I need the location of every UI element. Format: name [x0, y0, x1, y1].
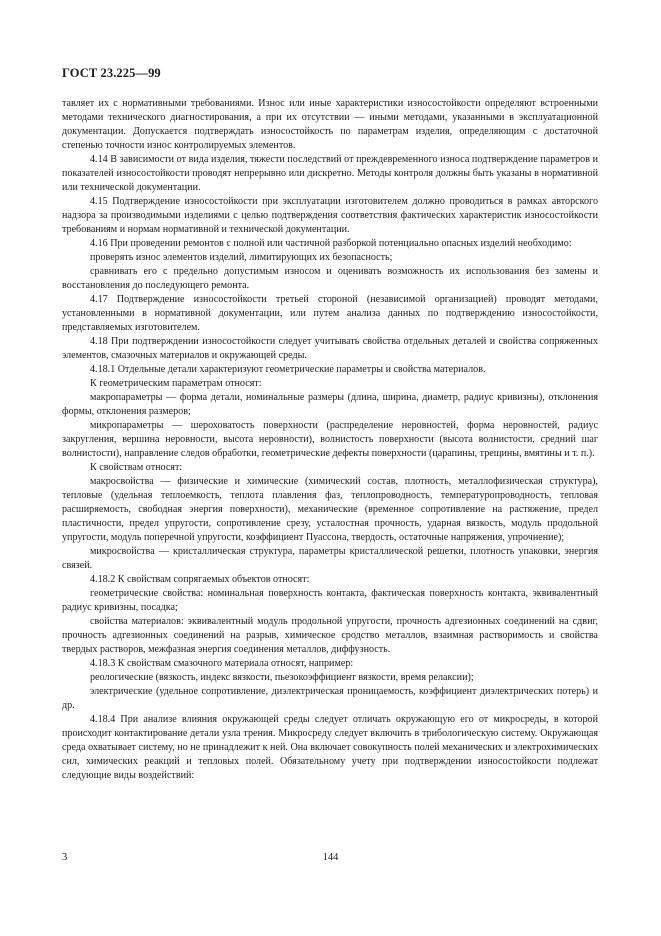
paragraph: 4.16 При проведении ремонтов с полной или частичной разборкой потенциально опасных изделий необходимо:	[90, 238, 572, 249]
paragraph: макросвойства — физические и химические (химический состав, плотность, металлофизическая структура), тепловые (удельная теплоемкость, теплота плавления фаз, теплопроводность, температуропроводность, тепловая расширяемость, свободная энергия поверхности), механические (временное сопротивление на растяжение, предел пластичности, предел упругости, сопротивление срезу, усталостная прочность, ударная вязкость, модуль продольной упругости, модуль поперечной упругости, коэффициент Пуассона, твердость, остаточные напряжения, упрочнение);	[62, 476, 598, 543]
paragraph: макропараметры — форма детали, номинальные размеры (длина, ширина, диаметр, радиус кривизны), отклонения формы, отклонения размеров;	[62, 392, 598, 417]
paragraph: 4.18.3 К свойствам смазочного материала относят, например:	[90, 658, 354, 669]
paragraph: 4.15 Подтверждение износостойкости при эксплуатации изготовителем должно проводиться в рамках авторского надзора за производимыми изделиями с целью подтверждения соответствия фактических характеристик износостойкости требованиям и нормам нормативной и технической документации.	[62, 196, 598, 235]
paragraph: 4.14 В зависимости от вида изделия, тяжести последствий от преждевременного износа подтверждение параметров и показателей износостойкости проводят непрерывно или дискретно. Методы контроля должны быть указаны в нормативной или технической документации.	[62, 154, 598, 193]
document-header: ГОСТ 23.225—99	[62, 66, 161, 80]
paragraph: микросвойства — кристаллическая структура, параметры кристаллической решетки, плотность упаковки, энергия связей.	[62, 546, 598, 571]
paragraph: реологические (вязкость, индекс вязкости, пьезокоэффициент вязкости, время релаксии);	[90, 672, 474, 683]
paragraph: 4.18 При подтверждении износостойкости следует учитывать свойства отдельных деталей и свойства сопряженных элементов, смазочных материалов и окружающей среды.	[62, 336, 598, 361]
paragraph: К геометрическим параметрам относят:	[90, 378, 262, 389]
document-body	[62, 97, 598, 783]
paragraph: геометрические свойства: номинальная поверхность контакта, фактическая поверхность контакта, эквивалентный радиус кривизны, посадка;	[62, 588, 598, 613]
paragraph: 4.17 Подтверждение износостойкости третьей стороной (независимой организацией) проводят методами, установленными в нормативной документации, или путем анализа данных по подтверждению износостойкости, представляемых изготовителем.	[62, 294, 598, 333]
paragraph: 4.18.2 К свойствам сопрягаемых объектов относят:	[90, 574, 310, 585]
paragraph: проверять износ элементов изделий, лимитирующих их безопасность;	[90, 252, 393, 263]
paragraph: тавляет их с нормативными требованиями. Износ или иные характеристики износостойкости определяют встроенными методами технического диагностирования, а при их отсутствии — иными методами, указанными в эксплуатационной документации. Допускается подтверждать износостойкость по параметрам изделия, определяющим с достаточной степенью точности износ контролируемых элементов.	[62, 98, 598, 151]
paragraph: микропараметры — шероховатость поверхности (распределение неровностей, форма неровностей, радиус закругления, вершина неровности, высота неровности), волнистость поверхности (высота волнистости, средний шаг волнистости), направление следов обработки, геометрические дефекты поверхности (царапины, трещины, вмятины и т. п.).	[62, 420, 598, 459]
paragraph: 4.18.4 При анализе влияния окружающей среды следует отличать окружающую его от микросреды, в которой происходит контактирование детали узла трения. Микросреду следует включить в трибологическую систему. Окружающая среда охватывает систему, но не принадлежит к ней. Она включает совокупность полей механических и электрохимических сил, химических реакций и тепловых полей. Обязательному учету при подтверждении износостойкости подлежат следующие виды воздействий:	[62, 714, 598, 781]
footer-left-number: 3	[62, 852, 68, 863]
paragraph: К свойствам относят:	[90, 462, 183, 473]
paragraph: 4.18.1 Отдельные детали характеризуют геометрические параметры и свойства материалов.	[90, 364, 486, 375]
page-number: 144	[322, 852, 339, 863]
paragraph: свойства материалов: эквивалентный модуль продольной упругости, прочность адгезионных соединений на сдвиг, прочность адгезионных соединений на разрыв, химическое сродство металлов, взаимная растворимость и свойства твердых растворов, межфазная энергия соединения металлов, диффузность.	[62, 616, 598, 655]
paragraph: электрические (удельное сопротивление, диэлектрическая проницаемость, коэффициент диэлектрических потерь) и др.	[62, 686, 598, 711]
paragraph: сравнивать его с предельно допустимым износом и оценивать возможность их использования без замены и восстановления до последующего ремонта.	[62, 266, 598, 291]
